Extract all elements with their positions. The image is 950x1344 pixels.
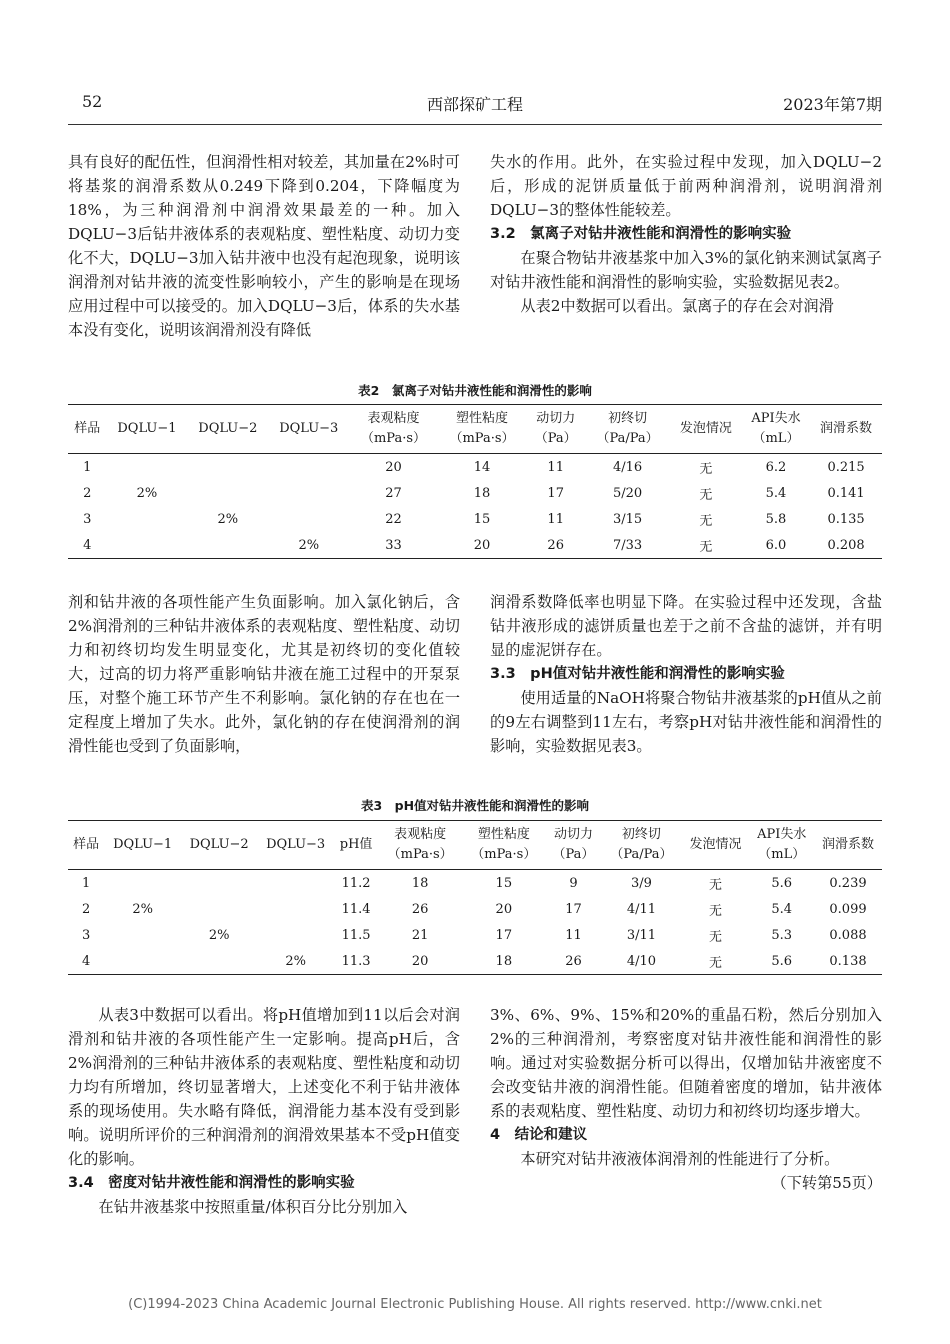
table-cell: 2% — [136, 485, 158, 501]
table-cell — [106, 506, 187, 532]
table-cell: 4/10 — [601, 948, 681, 975]
table-cell: 5.4 — [771, 901, 793, 917]
table2-header-row — [68, 405, 882, 454]
table-cell: 18 — [473, 485, 491, 501]
column-header-text: （mPa·s） — [471, 847, 537, 862]
table-cell — [104, 870, 181, 897]
column-header-text: API失水 — [751, 411, 801, 426]
column-header-text: （Pa） — [534, 431, 577, 446]
column-header-text: 发泡情况 — [679, 421, 732, 436]
table-cell: 15 — [495, 875, 513, 891]
table-cell — [268, 480, 349, 506]
column-header — [749, 821, 814, 870]
table-row — [68, 870, 882, 897]
table-cell: 3 — [82, 927, 91, 943]
table-cell: 0.135 — [827, 511, 865, 527]
table-row — [68, 506, 882, 532]
table-cell — [181, 948, 258, 975]
column-header — [68, 821, 104, 870]
table-row — [68, 922, 882, 948]
table-cell: 0.138 — [814, 948, 882, 975]
table-cell: 无 — [699, 487, 713, 503]
table-cell: 3/11 — [626, 927, 657, 943]
column-header-text: DQLU−2 — [189, 837, 249, 852]
column-header-text: （Pa/Pa） — [596, 431, 659, 446]
table-cell: 11.3 — [334, 948, 378, 975]
column-header-text: （Pa） — [552, 847, 595, 862]
table-cell: 6.0 — [742, 532, 810, 559]
column-header-text: DQLU−2 — [198, 421, 258, 436]
column-header — [814, 821, 882, 870]
table-cell: 0.099 — [829, 901, 867, 917]
column-header — [104, 821, 181, 870]
table-cell: 21 — [411, 927, 429, 943]
column-header — [378, 821, 462, 870]
table-cell — [104, 948, 181, 975]
table-cell: 11 — [565, 927, 582, 943]
table-cell: 9 — [569, 875, 578, 891]
column-header — [187, 405, 268, 454]
block1-right-column — [490, 150, 882, 318]
table3-caption: 表3 pH值对钻井液性能和润滑性的影响 — [360, 798, 590, 813]
block3-left-column — [68, 1003, 460, 1219]
table-cell: 11 — [547, 459, 564, 475]
table-cell: 无 — [709, 929, 723, 945]
column-header — [68, 405, 106, 454]
table-cell: 20 — [385, 459, 402, 475]
block2-left-column — [68, 590, 460, 758]
table-cell — [268, 454, 349, 481]
column-header — [601, 821, 681, 870]
table-cell: 2% — [132, 901, 153, 917]
table-cell: 15 — [473, 511, 491, 527]
column-header-text: DQLU−1 — [117, 421, 177, 436]
column-header-text: pH值 — [339, 837, 373, 852]
page-number: 52 — [82, 92, 103, 111]
table-cell: 11 — [547, 511, 564, 527]
table-cell: 无 — [699, 513, 713, 529]
table-cell: 5.6 — [771, 875, 793, 891]
table2-body — [68, 454, 882, 559]
table-cell: 22 — [385, 511, 402, 527]
paragraph: 3%、6%、9%、15%和20%的重晶石粉，然后分别加入2%的三种润滑剂，考察密度对钻井液性能和润滑性的影响。通过对实验数据分析可以得出，仅增加钻井液密度不会改变钻井液的润滑性能。但随着密度的增加，钻井液体系的表观粘度、塑性粘度、动切力和初终切均逐步增大。 — [490, 1006, 882, 1120]
copyright-footer: (C)1994-2023 China Academic Journal Electronic Publishing House. All rights reserved. http://www.cnki.net — [128, 1297, 822, 1312]
table-cell: 0.239 — [829, 875, 867, 891]
table-cell: 2 — [82, 901, 91, 917]
table-cell — [181, 896, 258, 922]
table-cell: 3/15 — [612, 511, 643, 527]
table-cell — [257, 896, 334, 922]
table2-caption: 表2 氯离子对钻井液性能和润滑性的影响 — [358, 383, 592, 398]
paragraph: 使用适量的NaOH将聚合物钻井液基浆的pH值从之前的9左右调整到11左右，考察pH对钻井液性能和润滑性的影响，实验数据见表3。 — [490, 689, 882, 755]
table-cell — [106, 454, 187, 481]
section-heading-4: 4 结论和建议 — [490, 1127, 588, 1143]
block2-right-column — [490, 590, 882, 758]
table-cell: 20 — [378, 948, 462, 975]
column-header — [810, 405, 882, 454]
column-header-text: DQLU−1 — [113, 837, 173, 852]
table-cell: 27 — [385, 485, 402, 501]
paragraph: 本研究对钻井液液体润滑剂的性能进行了分析。 — [520, 1150, 840, 1168]
table-cell: 33 — [349, 532, 438, 559]
column-header-text: 表观粘度 — [394, 827, 447, 842]
table-cell: 2% — [268, 532, 349, 559]
table-cell: 5/20 — [612, 485, 643, 501]
table-cell — [187, 454, 268, 481]
table-cell — [106, 532, 187, 559]
table-cell: 2% — [217, 511, 239, 527]
paragraph: 从表2中数据可以看出。氯离子的存在会对润滑 — [520, 297, 834, 315]
column-header — [438, 405, 527, 454]
table-cell: 5.6 — [749, 948, 814, 975]
table-cell: 17 — [547, 485, 564, 501]
table-cell: 4/11 — [626, 901, 657, 917]
table-cell: 4 — [68, 532, 106, 559]
column-header — [181, 821, 258, 870]
table-cell: 26 — [411, 901, 429, 917]
table-cell: 2 — [83, 485, 92, 501]
column-header-text: （mPa·s） — [387, 847, 453, 862]
column-header-text: 发泡情况 — [689, 837, 742, 852]
table-row — [68, 948, 882, 975]
column-header-text: 润滑系数 — [822, 837, 875, 852]
paragraph: 剂和钻井液的各项性能产生负面影响。加入氯化钠后，含2%润滑剂的三种钻井液体系的表观粘度、塑性粘度、动切力和初终切均发生明显变化，尤其是初终切的变化值较大，过高的切力将严重影响钻井液在施工过程中的开泵泵压，对整个施工环节产生不利影响。氯化钠的存在也在一定程度上增加了失水。此外，氯化钠的存在使润滑剂的润滑性能也受到了负面影响， — [68, 593, 460, 755]
table-cell: 14 — [473, 459, 491, 475]
table-cell: 无 — [709, 877, 723, 893]
block3-right-column — [490, 1003, 882, 1195]
table-cell: 2% — [257, 948, 334, 975]
column-header — [526, 405, 585, 454]
table-cell: 1 — [83, 459, 92, 475]
column-header — [257, 821, 334, 870]
table-cell: 5.4 — [765, 485, 787, 501]
column-header — [546, 821, 602, 870]
continued-note: （下转第55页） — [771, 1174, 882, 1192]
table-cell: 0.215 — [827, 459, 865, 475]
block1-left-column — [68, 150, 460, 342]
column-header-text: DQLU−3 — [266, 837, 326, 852]
table-cell — [187, 480, 268, 506]
paragraph: 从表3中数据可以看出。将pH值增加到11以后会对润滑剂和钻井液的各项性能产生一定影响。提高pH后，含2%润滑剂的三种钻井液体系的表观粘度、塑性粘度和动切力均有所增加，终切显著增大，上述变化不利于钻井液体系的现场使用。失水略有降低，润滑能力基本没有受到影响。说明所评价的三种润滑剂的润滑效果基本不受pH值变化的影响。 — [68, 1006, 460, 1168]
column-header-text: 塑性粘度 — [456, 411, 509, 426]
paragraph: 在钻井液基浆中按照重量/体积百分比分别加入 — [98, 1198, 408, 1216]
column-header-text: 样品 — [74, 421, 101, 436]
table-cell: 18 — [462, 948, 546, 975]
table-cell: 无 — [682, 948, 750, 975]
table-cell: 3/9 — [630, 875, 652, 891]
column-header — [268, 405, 349, 454]
table-cell: 20 — [438, 532, 527, 559]
table3-header-row — [68, 821, 882, 870]
column-header-text: （mPa·s） — [449, 431, 515, 446]
column-header-text: 样品 — [73, 837, 100, 852]
table-cell: 2% — [208, 927, 230, 943]
journal-issue: 2023年第7期 — [783, 95, 882, 114]
table-cell — [104, 922, 181, 948]
column-header-text: （mL） — [758, 847, 806, 862]
table-row — [68, 896, 882, 922]
column-header-text: 动切力 — [536, 411, 576, 426]
table-cell: 3 — [83, 511, 92, 527]
table-cell — [187, 532, 268, 559]
column-header — [106, 405, 187, 454]
column-header — [462, 821, 546, 870]
table-cell: 11.4 — [341, 901, 371, 917]
column-header-text: （Pa/Pa） — [610, 847, 673, 862]
table-cell: 20 — [495, 901, 513, 917]
column-header-text: （mL） — [752, 431, 800, 446]
table-cell — [257, 922, 334, 948]
table-cell: 5.3 — [771, 927, 793, 943]
table-cell: 26 — [526, 532, 585, 559]
section-heading-3-3: 3.3 pH值对钻井液性能和润滑性的影响实验 — [490, 666, 785, 682]
column-header — [670, 405, 742, 454]
column-header-text: 初终切 — [608, 411, 648, 426]
paragraph: 润滑系数降低率也明显下降。在实验过程中还发现，含盐钻井液形成的滤饼质量也差于之前不含盐的滤饼，并有明显的虚泥饼存在。 — [490, 593, 882, 659]
header-rule — [68, 124, 882, 125]
column-header — [742, 405, 810, 454]
table-cell: 7/33 — [585, 532, 670, 559]
table-row — [68, 532, 882, 559]
column-header-text: 表观粘度 — [367, 411, 420, 426]
table3-body — [68, 870, 882, 975]
table-cell: 26 — [546, 948, 602, 975]
table-cell: 0.088 — [829, 927, 867, 943]
column-header-text: 动切力 — [553, 827, 593, 842]
column-header — [585, 405, 670, 454]
paragraph: 具有良好的配伍性，但润滑性相对较差，其加量在2%时可将基浆的润滑系数从0.249下降到0.204，下降幅度为18%，为三种润滑剂中润滑效果最差的一种。加入DQLU−3后钻井液体系的表观粘度、塑性粘度、动切力变化不大，DQLU−3加入钻井液中也没有起泡现象，说明该润滑剂对钻井液的流变性影响较小，产生的影响是在现场应用过程中可以接受的。加入DQLU−3后，体系的失水基本没有变化，说明该润滑剂没有降低 — [68, 153, 460, 339]
table-cell: 11.2 — [341, 875, 371, 891]
table-cell: 5.8 — [765, 511, 787, 527]
table3 — [68, 820, 882, 975]
table-cell: 11.5 — [341, 927, 371, 943]
table-cell: 无 — [670, 532, 742, 559]
table-cell — [181, 870, 258, 897]
table2 — [68, 404, 882, 559]
column-header-text: 塑性粘度 — [477, 827, 530, 842]
paragraph: 失水的作用。此外，在实验过程中发现，加入DQLU−2后，形成的泥饼质量低于前两种润滑剂，说明润滑剂DQLU−3的整体性能较差。 — [490, 153, 882, 219]
column-header — [682, 821, 750, 870]
table-cell — [268, 506, 349, 532]
column-header-text: API失水 — [757, 827, 807, 842]
table-cell: 无 — [709, 903, 723, 919]
column-header-text: DQLU−3 — [279, 421, 339, 436]
column-header — [334, 821, 378, 870]
paragraph: 在聚合物钻井液基浆中加入3%的氯化钠来测试氯离子对钻井液性能和润滑性的影响实验，实验数据见表2。 — [490, 249, 882, 291]
section-heading-3-4: 3.4 密度对钻井液性能和润滑性的影响实验 — [68, 1175, 355, 1191]
table-cell: 4/16 — [612, 459, 643, 475]
table-cell: 4 — [68, 948, 104, 975]
table-row — [68, 480, 882, 506]
table-cell: 1 — [82, 875, 91, 891]
table-cell: 0.141 — [827, 485, 865, 501]
table-row — [68, 454, 882, 481]
table-cell: 0.208 — [810, 532, 882, 559]
column-header-text: （mPa·s） — [360, 431, 427, 446]
section-heading-3-2: 3.2 氯离子对钻井液性能和润滑性的影响实验 — [490, 226, 792, 242]
table-cell: 6.2 — [765, 459, 787, 475]
table-cell: 18 — [411, 875, 429, 891]
column-header-text: 润滑系数 — [820, 421, 873, 436]
journal-title: 西部探矿工程 — [426, 95, 523, 114]
table-cell — [257, 870, 334, 897]
table-cell: 无 — [699, 461, 713, 477]
table-cell: 17 — [565, 901, 582, 917]
table-cell: 17 — [495, 927, 513, 943]
column-header-text: 初终切 — [621, 827, 661, 842]
column-header — [349, 405, 438, 454]
